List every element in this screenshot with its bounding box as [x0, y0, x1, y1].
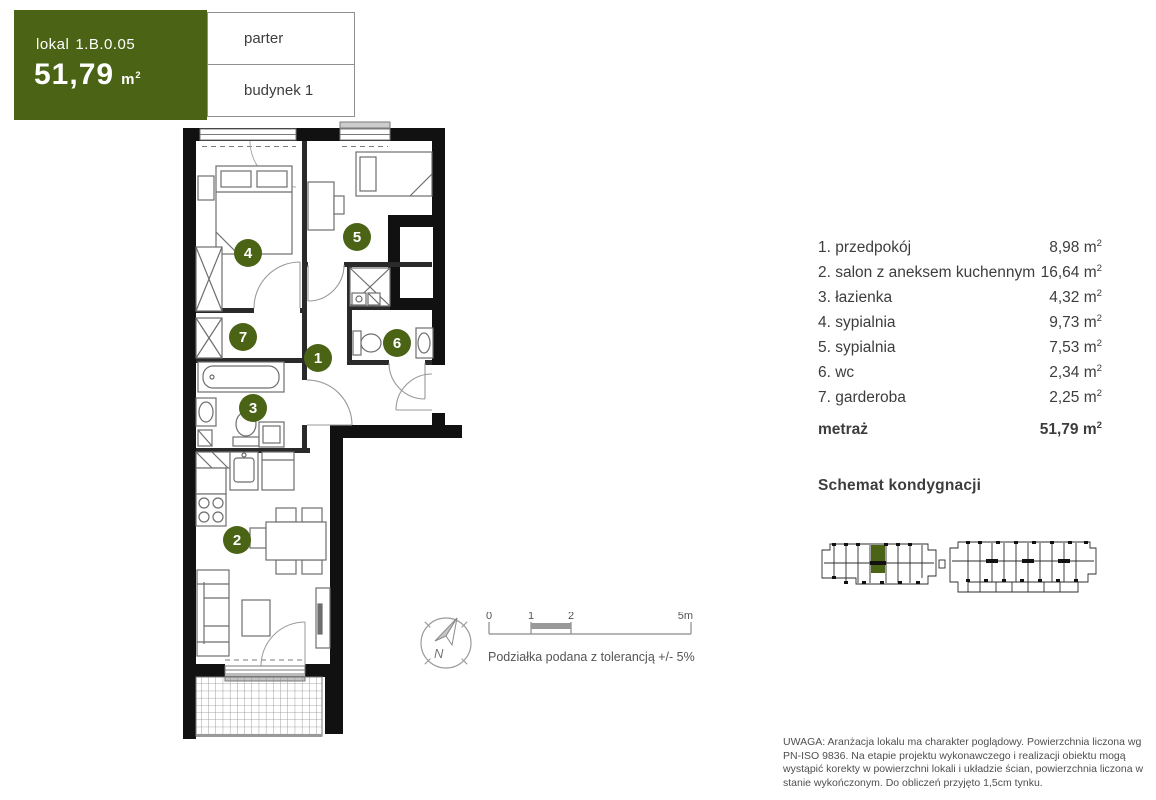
coffee-table [242, 600, 270, 636]
schematic-title: Schemat kondygnacji [818, 477, 982, 494]
disclaimer: UWAGA: Aranżacja lokalu ma charakter poglądowy. Powierzchnia liczona wg PN-ISO 9836. Na etapie projektu wykonawczego i realizacji obiektu mogą wystąpić korekty w powierzchni lokali i układzie ścian, powierzchnia liczona w stanie wykończonym. Do obliczeń przyjęto 1,5cm tynku. [783, 736, 1144, 789]
badge-room3 [239, 394, 267, 422]
room-label: 3. łazienka [818, 289, 893, 307]
room-row [818, 313, 1102, 338]
sink-wc [416, 328, 433, 358]
svg-text:5: 5 [352, 229, 362, 246]
scale-tick-5m: 5m [677, 612, 693, 622]
total-row [818, 420, 1102, 439]
bathtub [198, 362, 284, 392]
compass [414, 610, 478, 674]
compass-ticks [425, 622, 467, 664]
scale-tick-2: 2 [567, 612, 575, 622]
badge-room6 [383, 329, 411, 357]
sofa [197, 570, 229, 656]
room-area: 16,64 $m^2$ [1040, 263, 1102, 282]
stove [196, 494, 226, 526]
terrace [196, 677, 322, 737]
svg-text:2: 2 [232, 532, 242, 549]
badge-room2 [223, 526, 251, 554]
unit-area: 51,79 $m^2$ [34, 58, 142, 91]
scale-bar-lines [489, 622, 691, 634]
unit-id [36, 36, 135, 53]
sink-bathroom [196, 398, 216, 426]
wardrobe-room4 [196, 247, 222, 311]
door-room4 [254, 262, 300, 308]
unit-label: lokal [36, 36, 70, 53]
room-row [818, 363, 1102, 388]
svg-text:7: 7 [238, 329, 248, 346]
badge-room4 [234, 239, 262, 267]
dining-set [250, 508, 326, 574]
kitchen-counter [196, 452, 230, 494]
room-label: 4. sypialnia [818, 314, 896, 332]
room-row [818, 263, 1102, 288]
svg-text:1: 1 [313, 350, 323, 367]
room-area: 2,34 $m^2$ [1049, 363, 1102, 382]
schematic-building-2 [950, 541, 1096, 592]
bed-single [356, 152, 432, 196]
washing-machine [259, 422, 284, 447]
unit-card [14, 10, 207, 120]
kitchen-sink [230, 452, 258, 490]
scale-bar [486, 612, 701, 640]
scale-tick-0: 0 [486, 612, 493, 622]
room-area: 9,73 $m^2$ [1049, 313, 1102, 332]
room-label: 7. garderoba [818, 389, 906, 407]
room-list [818, 238, 1102, 439]
room-area: 4,32 $m^2$ [1049, 288, 1102, 307]
toilet-wc [353, 331, 381, 355]
total-label: metraż [818, 421, 868, 439]
fridge [262, 452, 294, 490]
door-entry [396, 374, 432, 410]
room-area: 2,25 $m^2$ [1049, 388, 1102, 407]
washer-nook [352, 293, 380, 305]
badge-room5 [343, 223, 371, 251]
room-label: 6. wc [818, 364, 855, 382]
building-label: budynek 1 [244, 82, 314, 99]
unit-number: 1.B.0.05 [75, 36, 136, 53]
scale-caption: Podziałka podana z tolerancją +/- 5% [488, 650, 695, 664]
svg-text:3: 3 [248, 400, 258, 417]
room-label: 5. sypialnia [818, 339, 896, 357]
floor-label: parter [244, 30, 284, 47]
bathroom-cabinet [198, 430, 212, 446]
tv-bench [316, 588, 330, 648]
room-label: 1. przedpokój [818, 239, 912, 257]
room-label: 2. salon z aneksem kuchennym [818, 264, 1036, 282]
desk [308, 182, 344, 230]
total-area: 51,79 $m^2$ [1039, 420, 1102, 439]
north-needle-icon [435, 618, 457, 645]
floor-chip [207, 12, 355, 65]
north-label: N [434, 646, 444, 661]
scale-bar-segment [531, 623, 571, 629]
room-row [818, 388, 1102, 413]
room-row [818, 338, 1102, 363]
svg-text:4: 4 [243, 245, 253, 262]
scale-tick-1: 1 [527, 612, 535, 622]
schematic-building-1 [822, 543, 945, 584]
door-wc [389, 363, 425, 399]
floor-schematic [818, 534, 1100, 598]
room-area: 8,98 $m^2$ [1049, 238, 1102, 257]
badge-room1 [304, 344, 332, 372]
door-room5 [308, 265, 344, 301]
room-row [818, 238, 1102, 263]
window-room5 [340, 122, 390, 147]
schematic-highlighted-unit [871, 545, 885, 573]
building-chip [207, 64, 355, 117]
wardrobe-room7 [196, 318, 222, 358]
badge-room7 [229, 323, 257, 351]
room-area: 7,53 $m^2$ [1049, 338, 1102, 357]
door-bathroom [307, 380, 352, 425]
svg-text:6: 6 [392, 335, 402, 352]
room-row [818, 288, 1102, 313]
